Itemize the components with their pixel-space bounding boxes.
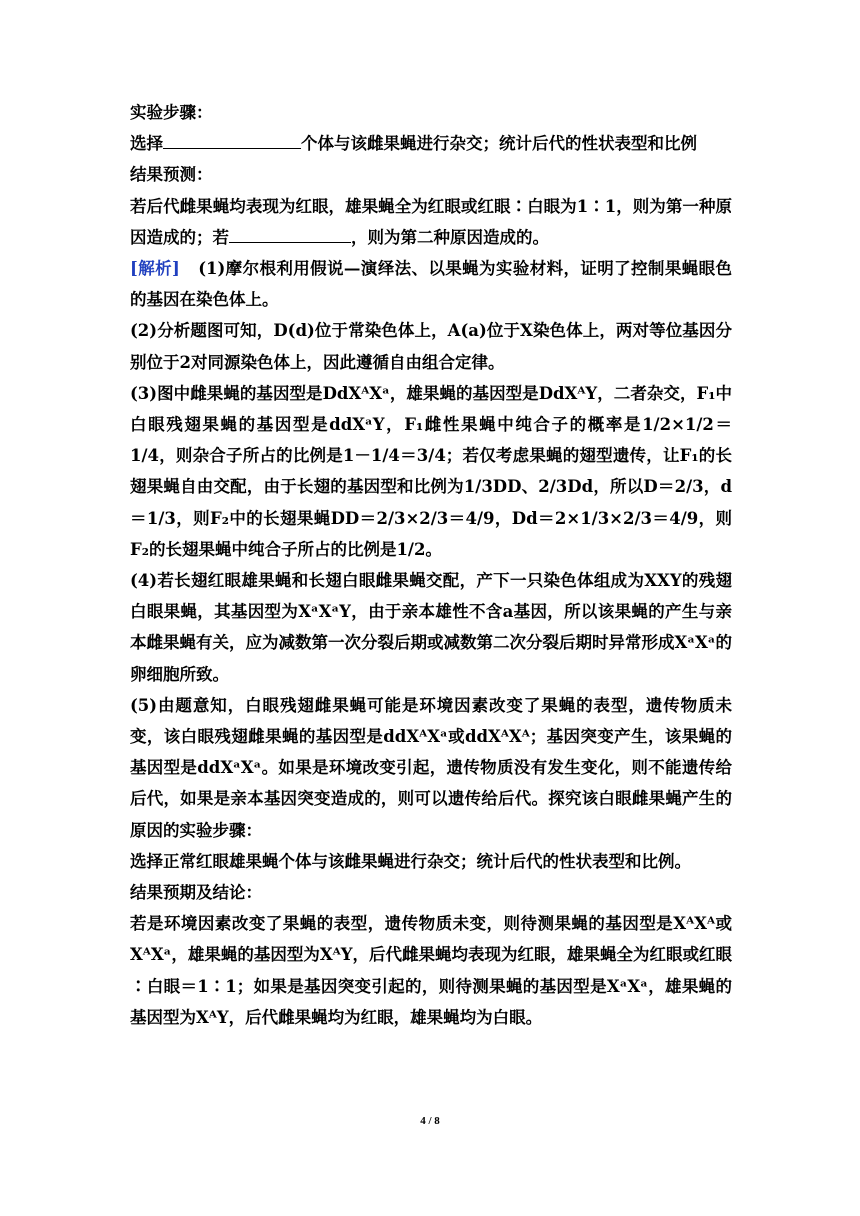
heading-experiment-steps: 实验步骤： xyxy=(130,103,213,122)
analysis-paragraph-5: (5)由题意知，白眼残翅雌果蝇可能是环境因素改变了果蝇的表型，遗传物质未变，该白眼残翅雌果蝇的基因型是ddXᴬXᵃ或ddXᴬXᴬ；基因突变产生，该果蝇的基因型是ddXᵃXᵃ。如果是环境改变引起，遗传物质没有发生变化，则不能遗传给后代，如果是亲本基因突变造成的，则可以遗传给后代。探究该白眼雌果蝇产生的原因的实验步骤： xyxy=(130,695,732,840)
prediction-paragraph: 若后代雌果蝇均表现为红眼，雄果蝇全为红眼或红眼∶白眼为1∶1，则为第一种原因造成的；若 ，则为第二种原因造成的。 xyxy=(130,196,732,247)
page-number: 4 / 8 xyxy=(420,1115,440,1127)
answer-blank xyxy=(229,224,351,243)
step-select-line: 选择 个体与该雌果蝇进行杂交；统计后代的性状表型和比例 xyxy=(130,128,732,159)
answer-blank xyxy=(163,130,301,149)
analysis-paragraph-2: (2)分析题图可知，D(d)位于常染色体上，A(a)位于X染色体上，两对等位基因分别位于2对同源染色体上，因此遵循自由组合定律。 xyxy=(130,321,732,372)
analysis-paragraph-1: [解析] (1)摩尔根利用假说—演绎法、以果蝇为实验材料，证明了控制果蝇眼色的基因在染色体上。 xyxy=(130,259,732,310)
analysis-paragraph-7: 结果预期及结论： xyxy=(130,883,262,903)
heading-result-prediction: 结果预测： xyxy=(130,165,213,185)
analysis-paragraph-8: 若是环境因素改变了果蝇的表型，遗传物质未变，则待测果蝇的基因型是XᴬXᴬ或XᴬXᵃ，雄果蝇的基因型为XᴬY，后代雌果蝇均表现为红眼，雄果蝇全为红眼或红眼∶白眼＝1∶1；如果是基因突变引起的，则待测果蝇的基因型是XᵃXᵃ，雄果蝇的基因型为XᴬY，后代雌果蝇均为红眼，雄果蝇均为白眼。 xyxy=(130,914,733,1027)
analysis-paragraph-4: (4)若长翅红眼雄果蝇和长翅白眼雌果蝇交配，产下一只染色体组成为XXY的残翅白眼果蝇，其基因型为XᵃXᵃY，由于亲本雄性不含a基因，所以该果蝇的产生与亲本雌果蝇有关，应为减数第一次分裂后期或减数第二次分裂后期时异常形成XᵃXᵃ的卵细胞所致。 xyxy=(130,571,732,684)
analysis-label: [解析] xyxy=(130,259,180,279)
document-body xyxy=(130,97,732,1033)
analysis-paragraph-3: (3)图中雌果蝇的基因型是DdXᴬXᵃ，雄果蝇的基因型是DdXᴬY，二者杂交，F₁中白眼残翅果蝇的基因型是ddXᵃY，F₁雌性果蝇中纯合子的概率是1/2×1/2＝1/4，则杂合子所占的比例是1－1/4＝3/4；若仅考虑果蝇的翅型遗传，让F₁的长翅果蝇自由交配，由于长翅的基因型和比例为1/3DD、2/3Dd，所以D＝2/3，d＝1/3，则F₂中的长翅果蝇DD＝2/3×2/3＝4/9，Dd＝2×1/3×2/3＝4/9，则F₂的长翅果蝇中纯合子所占的比例是1/2。 xyxy=(130,383,732,559)
analysis-paragraph-6: 选择正常红眼雄果蝇个体与该雌果蝇进行杂交；统计后代的性状表型和比例。 xyxy=(130,851,691,871)
